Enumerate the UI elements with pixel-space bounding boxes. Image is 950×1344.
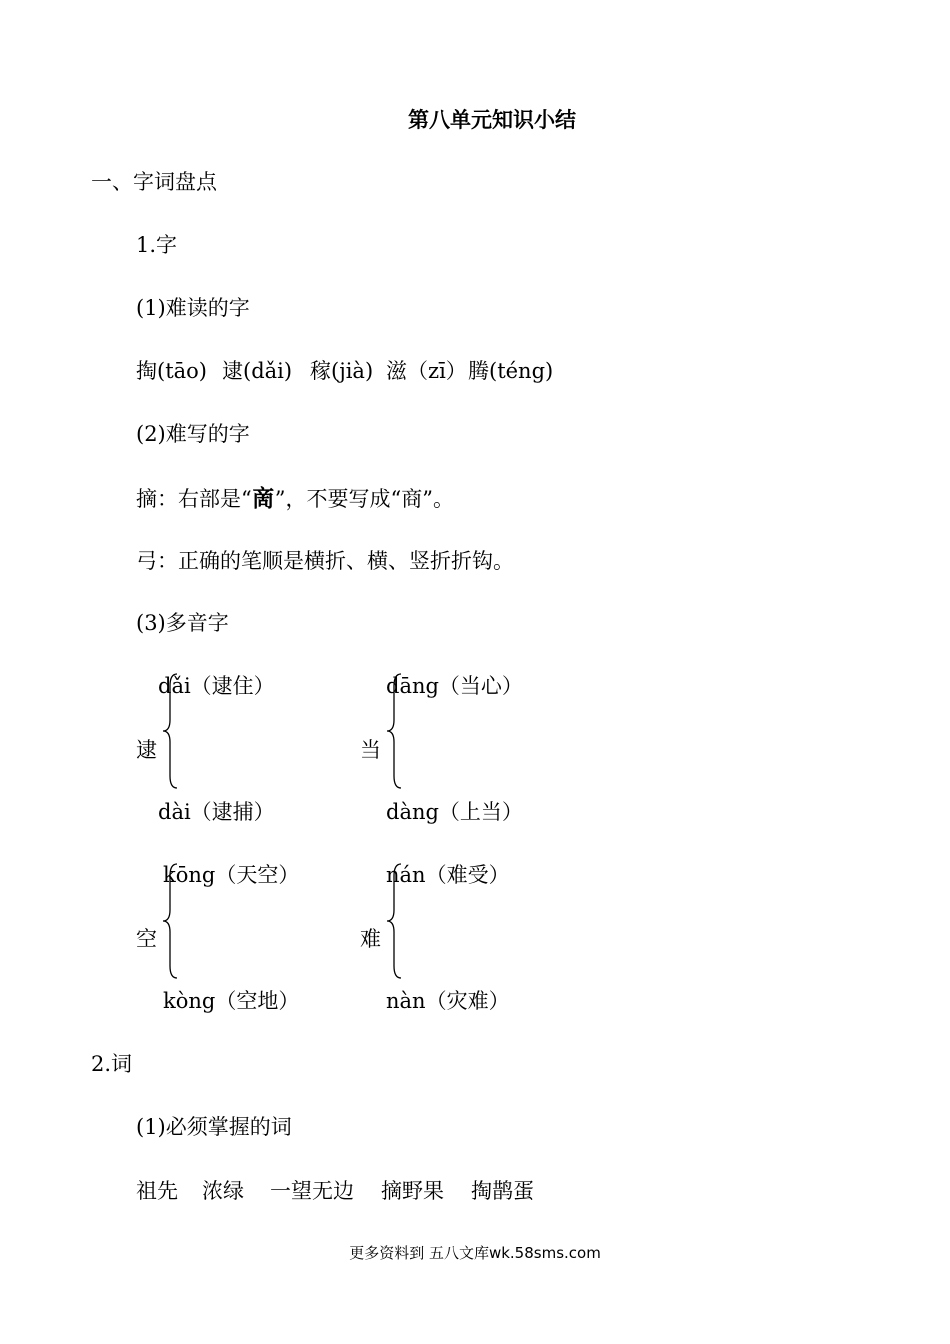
item-heading: (1)难读的字: [136, 296, 250, 320]
hard-write-post: ”，不要写成“商”。: [274, 487, 454, 511]
subsection-heading: 1.字: [136, 233, 178, 257]
polyphone-reading-bottom: dài（逮捕）: [158, 800, 275, 824]
word-item: 摘野果: [381, 1179, 444, 1203]
subsection-heading: 2.词: [91, 1052, 133, 1076]
polyphone-char: 当: [360, 738, 381, 762]
curly-brace-icon: [384, 862, 406, 980]
curly-brace-icon: [160, 862, 182, 980]
hard-read-item: 稼(jià): [310, 359, 374, 383]
item-heading: (2)难写的字: [136, 422, 250, 446]
polyphone-reading-bottom: dàng（上当）: [386, 800, 523, 824]
polyphone-reading-top: dāng（当心）: [386, 674, 523, 698]
hard-read-item: 掏(tāo): [136, 359, 207, 383]
word-item: 祖先: [136, 1179, 178, 1203]
page-title: 第八单元知识小结: [408, 107, 576, 132]
hard-write-char: 啇: [251, 485, 275, 512]
hard-read-item: 逮(dǎi): [222, 359, 293, 383]
curly-brace-icon: [160, 672, 182, 790]
word-item: 一望无边: [270, 1179, 354, 1203]
polyphone-reading-top: kōng（天空）: [163, 863, 300, 887]
hard-write-pre: 摘：右部是“: [136, 487, 252, 511]
footer-watermark: 更多资料到 五八文库wk.58sms.com: [349, 1244, 601, 1262]
hard-read-item: 腾(téng): [468, 359, 554, 383]
polyphone-reading-bottom: nàn（灾难）: [386, 989, 510, 1013]
polyphone-char: 难: [360, 927, 381, 951]
polyphone-reading-bottom: kòng（空地）: [163, 989, 300, 1013]
word-item: 掏鹊蛋: [471, 1179, 534, 1203]
polyphone-char: 空: [136, 927, 157, 951]
section-heading: 一、字词盘点: [91, 170, 217, 194]
polyphone-char: 逮: [136, 738, 157, 762]
polyphone-reading-top: dǎi（逮住）: [158, 674, 275, 698]
item-heading: (3)多音字: [136, 611, 229, 635]
polyphone-reading-top: nán（难受）: [386, 863, 510, 887]
item-heading: (1)必须掌握的词: [136, 1115, 292, 1139]
hard-write-line: [136, 485, 454, 513]
hard-write-line: 弓：正确的笔顺是横折、横、竖折折钩。: [136, 549, 514, 573]
curly-brace-icon: [384, 672, 406, 790]
word-item: 浓绿: [202, 1179, 244, 1203]
hard-read-item: 滋（zī）: [386, 359, 467, 383]
